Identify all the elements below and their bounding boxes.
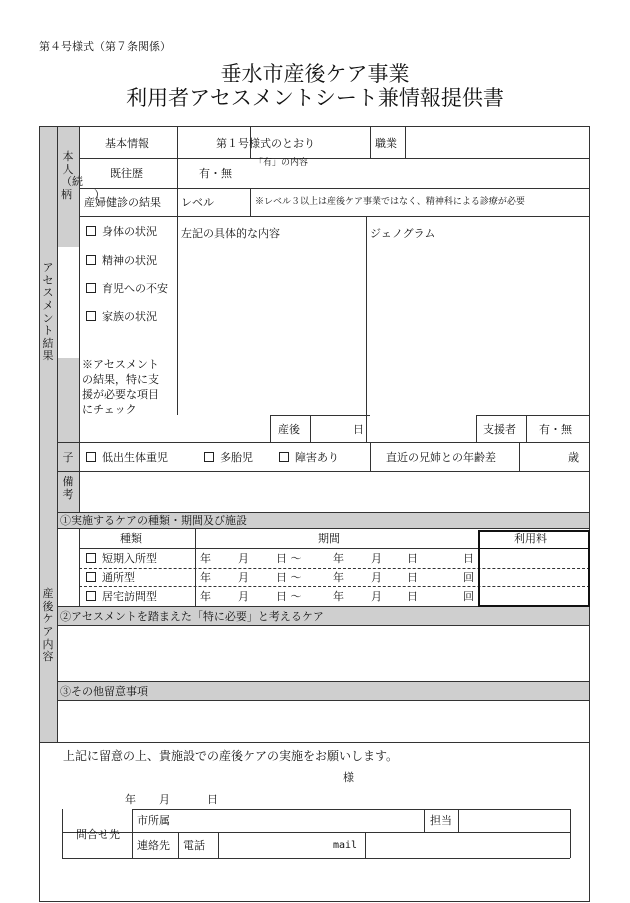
- date-month: 月: [159, 793, 170, 806]
- history-detail-label: 「有」の内容: [254, 158, 309, 168]
- period-day-to: 日: [407, 590, 418, 603]
- period-month-from: 月: [238, 590, 249, 603]
- col-fee-header: 利用料: [514, 532, 547, 545]
- other-notes-field[interactable]: [58, 701, 588, 741]
- care-type-item[interactable]: 居宅訪問型: [86, 591, 157, 602]
- period-unit: 回: [463, 571, 474, 584]
- care-type-item[interactable]: 通所型: [86, 572, 135, 583]
- checkbox[interactable]: [86, 226, 96, 236]
- assessment-side-label: アセスメント結果: [42, 261, 54, 363]
- job-label: 職業: [375, 137, 397, 150]
- remarks-field[interactable]: [80, 472, 588, 511]
- checkbox[interactable]: [86, 591, 96, 601]
- period-unit: 回: [463, 590, 474, 603]
- history-yes-no[interactable]: 有・無: [199, 167, 232, 180]
- checkbox[interactable]: [86, 255, 96, 265]
- period-year-from: 年: [200, 590, 211, 603]
- child-item[interactable]: 障害あり: [279, 452, 339, 463]
- col-period-header: 期間: [318, 532, 340, 545]
- check-note-line: 援が必要な項目: [82, 388, 159, 401]
- care-type-item[interactable]: 短期入所型: [86, 553, 157, 564]
- check-note-line: ※アセスメント: [82, 358, 159, 371]
- form-number: 第４号様式（第７条関係）: [39, 40, 171, 53]
- mail-field[interactable]: [366, 833, 569, 857]
- person-side-label: 本人（続柄 ）: [61, 150, 105, 201]
- level-label: レベル: [181, 196, 214, 209]
- check-item[interactable]: 育児への不安: [86, 283, 168, 294]
- period-year-to: 年: [333, 590, 344, 603]
- genogram-field[interactable]: [367, 242, 588, 414]
- date-day: 日: [207, 793, 218, 806]
- tel-field[interactable]: [219, 833, 319, 857]
- checkbox[interactable]: [279, 452, 289, 462]
- period-day-to: 日: [407, 571, 418, 584]
- care-side-label: 産後ケア内容: [42, 587, 54, 664]
- remarks-side-label: 備考: [62, 475, 74, 501]
- job-field[interactable]: [406, 128, 588, 157]
- check-item[interactable]: 精神の状況: [86, 255, 157, 266]
- care-section3-title: ③その他留意事項: [60, 685, 148, 698]
- period-year-to: 年: [333, 552, 344, 565]
- care-section1-title: ①実施するケアの種類・期間及び施設: [60, 514, 247, 527]
- period-unit: 日: [463, 552, 474, 565]
- detail-label: 左記の具体的な内容: [181, 227, 280, 240]
- basic-info-value: 第１号様式のとおり: [216, 137, 315, 150]
- contact-label: 問合せ先: [76, 828, 120, 841]
- care-section2-title: ②アセスメントを踏まえた「特に必要」と考えるケア: [60, 610, 324, 623]
- check-note-line: にチェック: [82, 403, 137, 416]
- request-text: 上記に留意の上、貴施設での産後ケアの実施をお願いします。: [63, 749, 399, 763]
- detail-field[interactable]: [178, 242, 365, 414]
- check-item[interactable]: 家族の状況: [86, 311, 157, 322]
- period-year-from: 年: [200, 571, 211, 584]
- period-month-to: 月: [371, 552, 382, 565]
- supporter-label: 支援者: [483, 423, 516, 436]
- period-month-to: 月: [371, 571, 382, 584]
- title-line2: 利用者アセスメントシート兼情報提供書: [126, 86, 504, 110]
- sibling-age-label: 直近の兄姉との年齢差: [386, 451, 496, 464]
- dept-field[interactable]: [179, 810, 423, 831]
- period-day-to: 日: [407, 552, 418, 565]
- genogram-label: ジェノグラム: [370, 227, 436, 240]
- period-year-from: 年: [200, 552, 211, 565]
- period-day-from: 日 ～: [276, 571, 302, 584]
- checkup-label: 産婦健診の結果: [84, 196, 161, 209]
- sama-label: 様: [343, 771, 354, 784]
- history-label: 既往歴: [110, 167, 143, 180]
- postpartum-label: 産後: [278, 423, 300, 436]
- child-side-label: 子: [62, 451, 74, 464]
- age-unit: 歳: [568, 451, 579, 464]
- check-item[interactable]: 身体の状況: [86, 226, 157, 237]
- period-month-from: 月: [238, 552, 249, 565]
- supporter-yes-no[interactable]: 有・無: [539, 423, 572, 436]
- child-item[interactable]: 多胎児: [204, 452, 253, 463]
- dept-label: 市所属: [137, 814, 170, 827]
- period-year-to: 年: [333, 571, 344, 584]
- period-day-from: 日 ～: [276, 552, 302, 565]
- checkbox[interactable]: [204, 452, 214, 462]
- contact2-label: 連絡先: [137, 839, 170, 852]
- date-year: 年: [125, 793, 136, 806]
- title-line1: 垂水市産後ケア事業: [220, 62, 410, 86]
- checkbox[interactable]: [86, 311, 96, 321]
- checkbox[interactable]: [86, 283, 96, 293]
- postpartum-day-unit: 日: [353, 423, 364, 436]
- period-month-from: 月: [238, 571, 249, 584]
- period-month-to: 月: [371, 590, 382, 603]
- checkbox[interactable]: [86, 452, 96, 462]
- person-in-charge-label: 担当: [430, 814, 452, 827]
- tel-label: 電話: [183, 839, 205, 852]
- person-in-charge-field[interactable]: [459, 810, 569, 831]
- check-note-line: の結果，特に支: [82, 373, 159, 386]
- history-detail-field[interactable]: [251, 170, 588, 187]
- special-care-field[interactable]: [58, 626, 588, 680]
- child-item[interactable]: 低出生体重児: [86, 452, 168, 463]
- mail-label: mail: [333, 840, 358, 851]
- checkbox[interactable]: [86, 553, 96, 563]
- checkup-note: ※レベル３以上は産後ケア事業ではなく、精神科による診療が必要: [255, 197, 525, 207]
- period-day-from: 日 ～: [276, 590, 302, 603]
- basic-info-label: 基本情報: [105, 137, 149, 150]
- checkbox[interactable]: [86, 572, 96, 582]
- col-type-header: 種類: [120, 532, 142, 545]
